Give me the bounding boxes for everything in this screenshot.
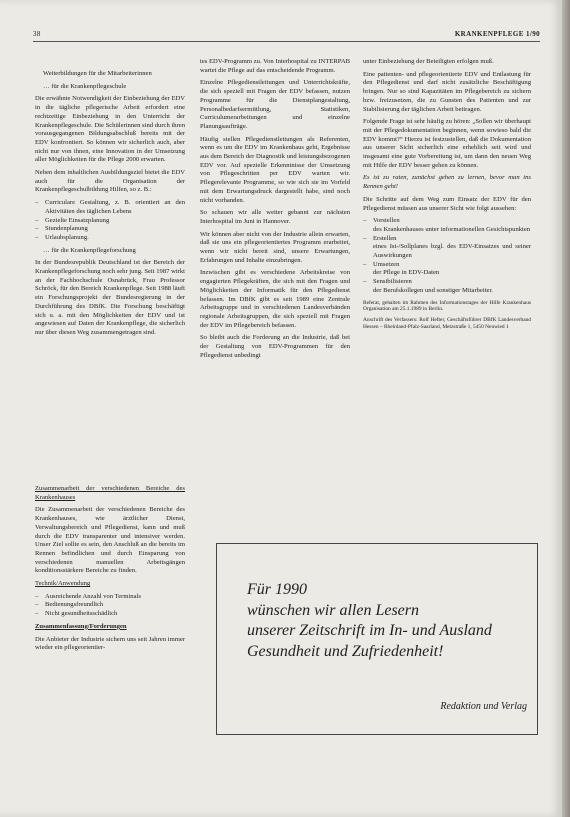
step-text: des Krankenhauses unter informationellen Gesichtspunkten — [373, 225, 531, 233]
paragraph: Neben dem inhaltlichen Ausbildungsziel bietet die EDV auch für die Organisation der Krankenpflegeschulbildung Hilfen, so z. B.: — [35, 169, 185, 194]
wish-line: wünschen wir allen Lesern — [247, 601, 419, 619]
new-year-box — [216, 543, 538, 735]
step-item — [363, 261, 531, 278]
paragraph: So schauen wir alle weiter gebannt zur nächsten Interhospital im Juni in Hannover. — [200, 209, 350, 225]
paragraph: Inzwischen gibt es verschiedene Arbeitskreise von engagierten Pflegekräften, die sich mit den Fragen und Möglichkeiten der Informatik für den Pflegedienst befassen. Im DBfK gibt es seit 1989 eine Zentrale Arbeitsgruppe und in verschiedenen Landesverbänden regionale Arbeitsgruppen, die sich speziell mit Fragen der EDV im Pflegebereich befassen. — [200, 269, 350, 329]
paragraph: Häufig stellen Pflegedienstleitungen als Referenten, wenn es um die EDV im Krankenhaus geht, Ergebnisse aus dem Bereich der Diagnostik und leistungsbezogenen EDV vor. Auf spezielle Erkenntnisse der Umsetzung von Pflegeschritten per EDV warten wir. Pflegerelevante Programme, so wie sich sie im Vorfeld mit dem Erwartungsdruck dargestellt habe, sind noch nicht vorhanden. — [200, 135, 350, 204]
paragraph: Die erwähnte Notwendigkeit der Einbeziehung der EDV in die tägliche pflegerische Arbeit erfordert eine rechtzeitige Einbeziehung in den Unterricht der Krankenpflegeschule. Die Schülerinnen sind durch ihren vorausgegangenen Bildungsabschluß bereits mit der EDV konfrontiert. So können wir sicherlich auch, aber nicht nur von ihnen, eine Innovation in der Umsetzung aller Möglichkeiten für die Pflege 2000 erwarten. — [35, 95, 185, 164]
step-title: Sensibilisieren — [373, 278, 412, 286]
paragraph: In der Bundesrepublik Deutschland ist der Bereich der Krankenpflegeforschung noch sehr jung. Seit 1987 wirkt an der Fachhochschule Osnabrück, Frau Professor Schröck, für den Bereich Krankenpflege. Seit 1988 läuft ein Forschungsprojekt der Bundesregierung in der Durchführung des DBfK. Die Forschung beschäftigt sich u. a. mit den Möglichkeiten der EDV und ist angewiesen auf Daten der Krankenpflege, die sicherlich nur über diesen Weg zusammengetragen sind. — [35, 259, 185, 336]
column-2 — [200, 58, 350, 365]
paragraph: Es ist zu raten, zunächst gehen zu lernen, bevor man ins Rennen geht! — [363, 174, 531, 191]
steps-list — [363, 217, 531, 295]
step-text: eines Ist-/Sollplanes bzgl. des EDV-Einsatzes und seiner Auswirkungen — [373, 243, 531, 260]
wish-line: unserer Zeitschrift im In- und Ausland — [247, 622, 492, 639]
step-item — [363, 278, 531, 295]
paragraph: unter Einbeziehung der Beteiligten erfolgen muß. — [363, 58, 494, 65]
list-item: – Stundenplanung — [35, 225, 185, 234]
paragraph: Die Anbieter der Industrie sichern uns seit Jahren immer wieder ein pflegeorientier- — [35, 635, 185, 652]
paragraph: So bleibt auch die Forderung an die Industrie, daß bei der Gestaltung von EDV-Programmen für den Pflegedienst unbedingt — [200, 334, 350, 359]
step-title: Erstellen — [373, 234, 397, 242]
list-item: – Bedienungsfreundlich — [35, 601, 185, 610]
wish-line: Gesundheit und Zufriedenheit! — [247, 642, 444, 660]
column-3 — [363, 58, 531, 335]
step-title: Umsetzen — [373, 260, 400, 268]
subheading-school: … für die Krankenpflegeschule — [43, 82, 127, 90]
list-item: – Nicht gesundheitsschädlich — [35, 610, 185, 619]
paragraph: Eine patienten- und pflegeorientierte EDV und Entlastung für den Pflegedienst und darf nicht zusätzliche Beschäftigung bringen. Nur so sind Kapazitäten im Pflegebereich zu sichern bzw. freizusetzen, die zu Gunsten des Patienten und zur Stabilisierung der täglichen Arbeit beitragen. — [363, 70, 531, 113]
paragraph: Einzelne Pflegedienstleitungen und Unterrichtskräfte, die sich speziell mit Fragen der EDV befassen, nutzen Programme für die Dienstplangestaltung, Personalbedarfsermittlung, Statistiken, Curriculumerarbeitungen und einzelne Planungsaufträge. — [200, 79, 350, 130]
paragraph: tes EDV-Programm zu. Von Interhospital zu INTERPAB wartet die Pflege auf das entscheidende Programm. — [200, 58, 350, 74]
list-item: – Urlaubsplanung. — [35, 234, 185, 243]
column-1 — [35, 70, 185, 342]
subheading-research: … für die Krankenpflegeforschung — [43, 246, 136, 254]
paragraph: Folgende Frage ist sehr häufig zu hören: „Sollen wir überhaupt mit der Pflegedokumentation beginnen, wenn sowieso bald die EDV kommt?“ Hierzu ist festzustellen, daß die Dokumentation aus unserer Sicht sicherlich eine erheblich seit wird und insgesamt eine gute Vorbereitung ist, um dann den neuen Weg mit Hilfe der EDV besser gehen zu können. — [363, 118, 531, 169]
page-number: 38 — [33, 30, 41, 38]
paragraph: Die Zusammenarbeit der verschiedenen Bereiche des Krankenhauses, wie ärztlicher Dienst, Verwaltungsbereich und Pflegedienst, kann und muß durch die EDV transparenter und intensiver werden. Unser Ziel sollte es sein, den Anschluß an die bereits im Rennen befindlichen und durch Einsparung von verschiedenen manuellen Arbeitsgängen konditionsstärkere Bereiche zu finden. — [35, 506, 185, 575]
section-heading: Zusammenfassung/Forderungen — [35, 622, 127, 630]
step-item — [363, 217, 531, 234]
wish-line: Für 1990 — [247, 581, 307, 598]
step-text: der Berufskollegen und sonstiger Mitarbeiter. — [373, 286, 493, 294]
list-school — [35, 199, 185, 243]
footnote: Referat, gehalten im Rahmen des Informationstages der Hilfe Krankenhaus Organisation am 25.1.1989 in Berlin. — [363, 299, 531, 313]
step-text: der Pflege in EDV-Daten — [373, 269, 440, 277]
list-technik — [35, 593, 185, 619]
column-1-bottom — [35, 485, 185, 657]
step-title: Vorstellen — [373, 217, 400, 225]
author-address: Anschrift des Verfassers: Rolf Hefter, Geschäftsführer DBfK Landesverband Hessen – Rheinland-Pfalz-Saarland, Metzstraße 1, 5450 Neuwied 1 — [363, 317, 531, 330]
list-item: – Curriculare Gestaltung, z. B. orientiert an den Aktivitäten des täglichen Lebens — [35, 199, 185, 216]
paragraph: Die Schritte auf dem Weg zum Einsatz der EDV für den Pflegedienst müssen aus unserer Sicht wie folgt aussehen: — [363, 195, 531, 212]
journal-title: KRANKENPFLEGE 1/90 — [454, 30, 540, 38]
page-edge — [562, 0, 570, 817]
section-heading: Zusammenarbeit der verschiedenen Bereiche des Krankenhauses — [35, 485, 185, 501]
intro-text: Weiterbildungen für die Mitarbeiterinnen — [43, 70, 152, 77]
section-heading: Technik/Anwendung — [35, 580, 91, 588]
wish-text — [247, 580, 492, 662]
header-rule — [33, 41, 540, 42]
paragraph: Wir können aber nicht von der Industrie allein erwarten, daß sie uns ein pflegeorientiertes Programm erarbeitet, wenn wir nicht bereit sind, unsere Erwartungen, Erfahrungen und Inhalte einzubringen. — [200, 230, 350, 264]
list-item: – Ausreichende Anzahl von Terminals — [35, 593, 185, 602]
list-item: – Gezielte Einsatzplanung — [35, 217, 185, 226]
step-item — [363, 235, 531, 261]
signature: Redaktion und Verlag — [440, 701, 527, 712]
